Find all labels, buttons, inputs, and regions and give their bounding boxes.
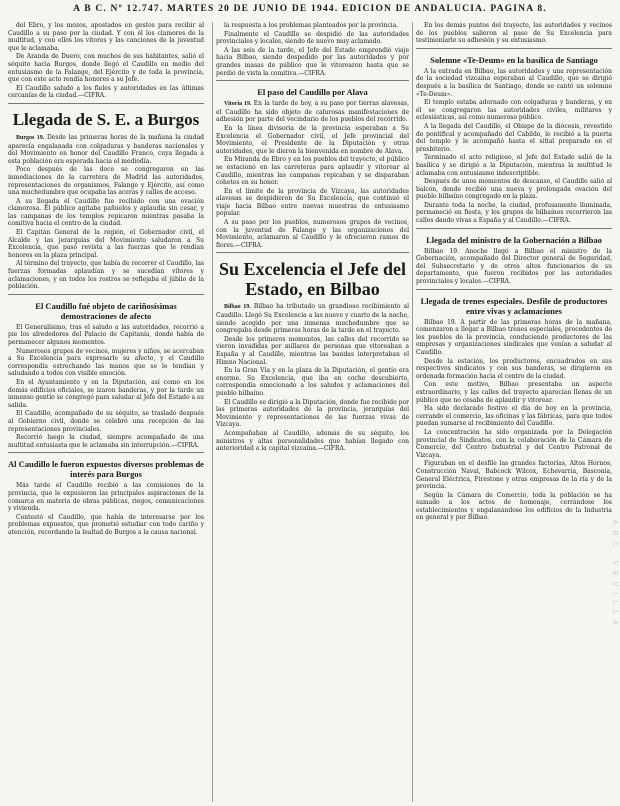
paragraph: Desde la estación, los productores, encuadrados en sus respectivos sindicatos y con sus banderas, se dirigieron en ordenada formación hacia el centro de la ciudad.: [416, 357, 612, 380]
subheadline-problemas: Al Caudillo le fueron expuestos diversos problemas de interés para Burgos: [8, 459, 204, 480]
paragraph: Según la Cámara de Comercio, toda la población se ha sumado a los actos de homenaje, cerrándose los establecimientos y engalanándose los edificios de la Industria en general y por Bilbao.: [416, 491, 612, 522]
column-2: [212, 22, 409, 802]
paragraph: Con este motivo, Bilbao presentaba un aspecto extraordinario, y las calles del trayecto aparecían llenas de un público que no cesaba de aplaudir y vitorear.: [416, 381, 612, 404]
watermark: ABC SEVILLA: [611, 520, 618, 631]
paragraph: El Caudillo saludó a los fieles y autoridades en las últimas cercanías de la ciudad.—CIFRA.: [8, 84, 204, 100]
subheadline-afecto: El Caudillo fué objeto de cariñosísimas demostraciones de afecto: [35, 300, 177, 321]
paragraph: Ha sido declarado festivo el día de hoy en la provincia, cerrando el comercio, las oficinas y las fábricas, para que todos puedan sumarse al recibimiento del Caudillo.: [416, 405, 612, 428]
paragraph: En Miranda de Ebro y en los pueblos del trayecto, el público se estacionó en las carreteras para aplaudir y vitorear al Caudillo, mientras las campanas repicaban y se disparaban cohetes en su honor.: [216, 156, 409, 187]
paragraph-text: Bilbao ha tributado un grandioso recibimiento al Caudillo. Llegó Su Excelencia a las nueve y cuarto de la noche, siendo acogido por una inmensa muchedumbre que se congregaba desde primeras horas de la tarde en el trayecto.: [216, 303, 409, 335]
headline-burgos: Llegada de S. E. a Burgos: [12, 109, 200, 129]
paragraph: Bilbao 19. Anoche llegó a Bilbao el ministro de la Gobernación, acompañado del Director general de Seguridad, del Subsecretario y de otros altos funcionarios de su departamento, que fueron recibidos por las autoridades provinciales y locales.—CIFRA.: [416, 247, 612, 286]
paragraph: La concentración ha sido organizada por la Delegación provincial de Sindicatos, con la colaboración de la Cámara de Comercio, del Centro Industrial y del Centro Patronal de Vizcaya.: [416, 428, 612, 459]
paragraph: El Caudillo se dirigió a la Diputación, donde fue recibido por las primeras autoridades de la provincia, jerarquías del Movimiento y representaciones de las fuerzas vivas de Vizcaya.: [216, 398, 409, 429]
paragraph: Figuraban en el desfile las grandes factorías, Altos Hornos, Construcción Naval, Babcock Wilcox, Echevarría, Basconia, General Eléctrica, Firestone y otras empresas de la ría y de la provincia.: [416, 460, 612, 491]
paragraph: El Capitán General de la región, el Gobernador civil, el Alcalde y las jerarquías del Movimiento saludaron a Su Excelencia, que pasó revista a las fuerzas que le rendían honores en la plaza principal.: [8, 229, 204, 259]
paragraph: El templo estaba adornado con colgaduras y banderas, y en él se congregaron las autoridades civiles, militares y eclesiásticas, así como numeroso público.: [416, 99, 612, 122]
paragraph: A su llegada el Caudillo fue recibido con una ovación clamorosa. El público agitaba pañuelos y aplaudía sin cesar, y las campanas de los templos repicaron mientras pasaba la comitiva hacia el centro de la ciudad.: [8, 197, 204, 228]
paragraph: En la Gran Vía y en la plaza de la Diputación, el gentío era enorme. Su Excelencia, que iba en coche descubierto, correspondía emocionado a los saludos y aclamaciones del pueblo bilbaíno.: [216, 367, 409, 397]
divider: [416, 48, 612, 49]
paragraph: Terminado el acto religioso, el Jefe del Estado salió de la basílica y se dirigió a la Diputación, mientras la multitud le aclamaba con entusiasmo indescriptible.: [416, 154, 612, 177]
paragraph: Al término del trayecto, que había de recorrer el Caudillo, las fuerzas formadas aplaudían y se sucedían vítores y aclamaciones, y en todos los rostros se reflejaba el júbilo de la población.: [8, 260, 204, 291]
masthead: A B C. Nº 12.747. MARTES 20 DE JUNIO DE 1944. EDICION DE ANDALUCIA. PAGINA 8.: [73, 4, 547, 14]
paragraph: del Ebro, y los mozos, apostados en gestos para recibir al Caudillo a su paso por la ciudad. Y con él los clamores de la multitud, y con ellos los vítores y las canciones de la juventud que le aclamaba.: [8, 22, 204, 52]
byline: Vitoria 19.: [224, 101, 252, 108]
paragraph: Numerosos grupos de vecinos, mujeres y niños, se acercaban a Su Excelencia para expresarle su afecto, y el Caudillo correspondía estrechando las manos que se le tendían y saludando a todos con visible emoción.: [8, 347, 204, 378]
byline: Bilbao 19.: [224, 304, 251, 311]
divider: [416, 228, 612, 229]
paragraph: En la línea divisoria de la provincia esperaban a Su Excelencia el Gobernador civil, el Jefe provincial del Movimiento, el Presidente de la Diputación y otras autoridades, que le dieron la bienvenida en nombre de Alava.: [216, 124, 409, 155]
paragraph: Poco después de las doce se congregaron en las inmediaciones de la carretera de Madrid las autoridades, representaciones de organismos, Falange y Ejército, así como una muchedumbre que ocupaba las aceras y calles de acceso.: [8, 166, 204, 197]
paragraph: El Generalísimo, tras el saludo a las autoridades, recorrió a pie los alrededores del Palacio de Capitanía, donde había de permanecer algunos momentos.: [8, 323, 204, 346]
paragraph: Acompañaban al Caudillo, además de su séquito, los ministros y altas personalidades que habían llegado con anterioridad a la capital vizcaína.—CIFRA.: [216, 429, 409, 453]
paragraph: A las seis de la tarde, el Jefe del Estado emprendió viaje hacia Bilbao, siendo despedido por las autoridades y por grandes masas de público que le vitorearon hasta que se perdió de vista la comitiva.—CIFRA.: [216, 46, 409, 77]
column-3: [412, 22, 612, 802]
paragraph: A la entrada en Bilbao, las autoridades y una representación de la sociedad vizcaína esperaban al Caudillo, que se dirigió después a la basílica de Santiago, donde se cantó un solemne «Te-Deum».: [416, 67, 612, 98]
paragraph-text: Desde las primeras horas de la mañana la ciudad aparecía engalanada con colgaduras y banderas nacionales y del Movimiento en honor del Caudillo Franco, cuya llegada a esta población era esperada hacia el mediodía.: [8, 133, 204, 165]
subheadline-ministro: Llegada del ministro de la Gobernación a Bilbao: [426, 234, 602, 245]
divider: [216, 80, 409, 81]
paragraph: Finalmente el Caudillo se despidió de las autoridades provinciales y locales, siendo de nuevo muy aclamado.: [216, 30, 409, 46]
paragraph-text: En la tarde de hoy, a su paso por tierras alavesas, el Caudillo ha sido objeto de calurosas manifestaciones de adhesión por parte del vecindario de los pueblos del recorrido.: [216, 100, 409, 124]
paragraph: la respuesta a los problemas planteados por la provincia.: [224, 22, 399, 29]
paragraph: Más tarde el Caudillo recibió a las comisiones de la provincia, que le expusieron las principales aspiraciones de la comarca en materia de obras públicas, riegos, comunicaciones y vivienda.: [8, 482, 204, 513]
paragraph: En los demás puntos del trayecto, las autoridades y vecinos de los pueblos salieron al paso de Su Excelencia para testimoniarle su adhesión y su entusiasmo.: [416, 22, 612, 45]
paragraph: En el Ayuntamiento y en la Diputación, así como en los demás edificios oficiales, se izaron banderas, y por la tarde un inmenso gentío se congregó para saludar al Jefe del Estado a su salida.: [8, 378, 204, 409]
paragraph: De Aranda de Duero, con muchos de sus habitantes, salió el séquito hacia Burgos, donde llegó el Caudillo en medio del entusiasmo de la Falange, del Ejército y de toda la provincia, que con este acto rendía honores a su Jefe.: [8, 53, 204, 84]
paragraph: [216, 303, 409, 334]
divider: [8, 452, 204, 453]
paragraph: Bilbao 19. A partir de las primeras horas de la mañana, comenzaron a llegar a Bilbao trenes especiales, procedentes de los pueblos de la provincia, conduciendo productores de las empresas y organizaciones sindicales que venían a saludar al Caudillo.: [416, 318, 612, 356]
paragraph: Contestó el Caudillo, que había de interesarse por los problemas expuestos, que prometió estudiar con todo cariño y atención, recordando la lealtad de Burgos a la causa nacional.: [8, 513, 204, 536]
paragraph: A la llegada del Caudillo, el Obispo de la diócesis, revestido de pontifical y acompañado del Cabildo, le recibió a la puerta del templo y le acompañó hasta el sitial preparado en el presbiterio.: [416, 122, 612, 153]
subheadline-trenes: Llegada de trenes especiales. Desfile de productores entre vivas y aclamaciones: [420, 295, 608, 316]
paragraph: Después de unos momentos de descanso, el Caudillo salió al balcón, donde recibió una nueva y prolongada ovación del pueblo bilbaíno congregado en la plaza.: [416, 178, 612, 201]
divider: [416, 289, 612, 290]
paragraph: A su paso por los pueblos, numerosos grupos de vecinos, con la juventud de Falange y las organizaciones del Movimiento, aclamaron al Caudillo y le ofrecieron ramos de flores.—CIFRA.: [216, 219, 409, 249]
divider: [8, 103, 204, 104]
paragraph: [8, 134, 204, 165]
byline: Burgos 19.: [16, 134, 45, 141]
paragraph: Durante toda la noche, la ciudad, profusamente iluminada, permaneció en fiesta, y los grupos de bilbaínos recorrieron las calles dando vivas a España y al Caudillo.—CIFRA.: [416, 201, 612, 225]
paragraph: El Caudillo, acompañado de su séquito, se trasladó después al Gobierno civil, donde se celebró una recepción de las representaciones provinciales.: [8, 410, 204, 433]
divider: [8, 294, 204, 295]
subheadline-alava: El paso del Caudillo por Alava: [257, 87, 368, 98]
paragraph: En el límite de la provincia de Vizcaya, las autoridades alavesas se despidieron de Su Excelencia, que continuó el viaje hacia Bilbao entre nuevas muestras de entusiasmo popular.: [216, 187, 409, 218]
paragraph: Recorrió luego la ciudad, siempre acompañado de una multitud entusiasta que le aclamaba sin interrupción.—CIFRA.: [8, 434, 204, 449]
col1-top-text: [8, 22, 204, 100]
paragraph: [216, 100, 409, 124]
paragraph: Desde los primeros momentos, las calles del recorrido se vieron invadidas por millares de personas que vitoreaban a España y al Caudillo, mientras las bandas interpretaban el Himno Nacional.: [216, 335, 409, 366]
headline-bilbao: Su Excelencia el Jefe del Estado, en Bilbao: [219, 259, 406, 300]
column-1: [8, 22, 204, 802]
subheadline-te-deum: Solemne «Te-Deum» en la basílica de Santiago: [430, 54, 598, 65]
divider: [216, 252, 409, 253]
